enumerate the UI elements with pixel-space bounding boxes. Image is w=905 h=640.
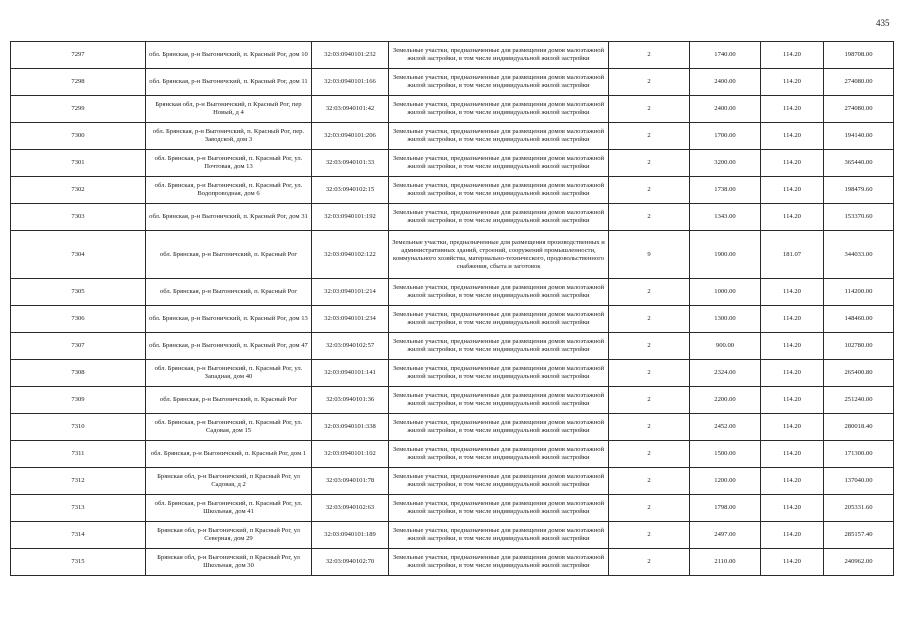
row-number: 7301 (11, 150, 146, 177)
group-cell: 2 (609, 468, 690, 495)
cadastral-value-cell: 280018.40 (824, 414, 894, 441)
rate-cell: 114.20 (761, 468, 824, 495)
row-number: 7315 (11, 549, 146, 576)
table-row (11, 42, 894, 69)
cadastral-number-cell: 32:03:0940101:192 (312, 204, 389, 231)
area-cell: 1343.00 (690, 204, 761, 231)
land-use-cell: Земельные участки, предназначенные для размещения домов малоэтажной жилой застройки, в том числе индивидуальной жилой застройки (389, 204, 609, 231)
area-cell: 2324.00 (690, 360, 761, 387)
area-cell: 2497.00 (690, 522, 761, 549)
group-cell: 2 (609, 42, 690, 69)
table-row (11, 441, 894, 468)
land-use-cell: Земельные участки, предназначенные для размещения домов малоэтажной жилой застройки, в том числе индивидуальной жилой застройки (389, 96, 609, 123)
table-row (11, 69, 894, 96)
address-cell: обл. Брянская, р-н Выгоничский, п. Красный Рог (146, 387, 312, 414)
cadastral-value-cell: 251240.00 (824, 387, 894, 414)
table-row (11, 150, 894, 177)
cadastral-value-cell: 265400.80 (824, 360, 894, 387)
row-number: 7300 (11, 123, 146, 150)
row-number: 7298 (11, 69, 146, 96)
rate-cell: 114.20 (761, 441, 824, 468)
row-number: 7313 (11, 495, 146, 522)
table-row (11, 279, 894, 306)
group-cell: 2 (609, 69, 690, 96)
address-cell: обл. Брянская, р-н Выгоничский, п. Красный Рог, ул. Почтовая, дом 13 (146, 150, 312, 177)
area-cell: 2110.00 (690, 549, 761, 576)
cadastral-value-cell: 194140.00 (824, 123, 894, 150)
table-row (11, 333, 894, 360)
row-number: 7302 (11, 177, 146, 204)
cadastral-number-cell: 32:03:0940101:338 (312, 414, 389, 441)
row-number: 7297 (11, 42, 146, 69)
rate-cell: 114.20 (761, 204, 824, 231)
cadastral-number-cell: 32:03:0940102:63 (312, 495, 389, 522)
land-use-cell: Земельные участки, предназначенные для размещения домов малоэтажной жилой застройки, в том числе индивидуальной жилой застройки (389, 360, 609, 387)
cadastral-value-cell: 137040.00 (824, 468, 894, 495)
address-cell: Брянская обл, р-н Выгоничский, п Красный Рог, ул Северная, дом 29 (146, 522, 312, 549)
rate-cell: 114.20 (761, 123, 824, 150)
rate-cell: 114.20 (761, 522, 824, 549)
rate-cell: 114.20 (761, 150, 824, 177)
cadastral-value-cell: 148460.00 (824, 306, 894, 333)
cadastral-number-cell: 32:03:0940101:102 (312, 441, 389, 468)
land-use-cell: Земельные участки, предназначенные для размещения домов малоэтажной жилой застройки, в том числе индивидуальной жилой застройки (389, 549, 609, 576)
group-cell: 2 (609, 204, 690, 231)
land-use-cell: Земельные участки, предназначенные для размещения домов малоэтажной жилой застройки, в том числе индивидуальной жилой застройки (389, 414, 609, 441)
rate-cell: 181.07 (761, 231, 824, 279)
cadastral-number-cell: 32:03:0940101:234 (312, 306, 389, 333)
group-cell: 2 (609, 96, 690, 123)
address-cell: обл. Брянская, р-н Выгоничский, п. Красный Рог, дом 1 (146, 441, 312, 468)
cadastral-number-cell: 32:03:0940101:42 (312, 96, 389, 123)
group-cell: 2 (609, 522, 690, 549)
address-cell: обл. Брянская, р-н Выгоничский, п. Красный Рог, ул. Западная, дом 40 (146, 360, 312, 387)
cadastral-number-cell: 32:03:0940101:141 (312, 360, 389, 387)
table-row (11, 522, 894, 549)
address-cell: обл. Брянская, р-н Выгоничский, п. Красный Рог, дом 31 (146, 204, 312, 231)
group-cell: 2 (609, 123, 690, 150)
page-number: 435 (876, 18, 890, 28)
table-row (11, 177, 894, 204)
cadastral-number-cell: 32:03:0940102:15 (312, 177, 389, 204)
area-cell: 1700.00 (690, 123, 761, 150)
group-cell: 2 (609, 177, 690, 204)
row-number: 7312 (11, 468, 146, 495)
cadastral-value-cell: 274080.00 (824, 96, 894, 123)
table-row (11, 495, 894, 522)
address-cell: Брянская обл, р-н Выгоничский, п Красный Рог, пер Новый, д 4 (146, 96, 312, 123)
group-cell: 2 (609, 279, 690, 306)
cadastral-value-cell: 102780.00 (824, 333, 894, 360)
row-number: 7308 (11, 360, 146, 387)
cadastral-number-cell: 32:03:0940101:78 (312, 468, 389, 495)
rate-cell: 114.20 (761, 333, 824, 360)
area-cell: 2400.00 (690, 96, 761, 123)
cadastral-value-cell: 198479.60 (824, 177, 894, 204)
rate-cell: 114.20 (761, 387, 824, 414)
rate-cell: 114.20 (761, 69, 824, 96)
land-use-cell: Земельные участки, предназначенные для размещения домов малоэтажной жилой застройки, в том числе индивидуальной жилой застройки (389, 441, 609, 468)
area-cell: 1000.00 (690, 279, 761, 306)
area-cell: 3200.00 (690, 150, 761, 177)
rate-cell: 114.20 (761, 306, 824, 333)
land-use-cell: Земельные участки, предназначенные для размещения домов малоэтажной жилой застройки, в том числе индивидуальной жилой застройки (389, 306, 609, 333)
land-use-cell: Земельные участки, предназначенные для размещения производственных и административных зданий, строений, сооружений промышленности, коммунального хозяйства, материально-технического, продовольственного снабжения, сбыта и заготовок (389, 231, 609, 279)
group-cell: 2 (609, 549, 690, 576)
table-body (11, 42, 894, 576)
group-cell: 2 (609, 360, 690, 387)
rate-cell: 114.20 (761, 279, 824, 306)
row-number: 7311 (11, 441, 146, 468)
address-cell: обл. Брянская, р-н Выгоничский, п. Красный Рог (146, 231, 312, 279)
rate-cell: 114.20 (761, 42, 824, 69)
cadastral-value-cell: 114200.00 (824, 279, 894, 306)
table-row (11, 360, 894, 387)
row-number: 7309 (11, 387, 146, 414)
cadastral-value-cell: 240962.00 (824, 549, 894, 576)
cadastral-number-cell: 32:03:0940102:122 (312, 231, 389, 279)
rate-cell: 114.20 (761, 495, 824, 522)
area-cell: 1200.00 (690, 468, 761, 495)
cadastral-number-cell: 32:03:0940101:189 (312, 522, 389, 549)
group-cell: 2 (609, 333, 690, 360)
table-row (11, 231, 894, 279)
address-cell: Брянская обл, р-н Выгоничский, п Красный Рог, ул Школьная, дом 30 (146, 549, 312, 576)
table-row (11, 387, 894, 414)
cadastral-value-cell: 171300.00 (824, 441, 894, 468)
row-number: 7303 (11, 204, 146, 231)
row-number: 7299 (11, 96, 146, 123)
row-number: 7310 (11, 414, 146, 441)
cadastral-number-cell: 32:03:0940102:57 (312, 333, 389, 360)
cadastral-number-cell: 32:03:0940102:70 (312, 549, 389, 576)
area-cell: 2200.00 (690, 387, 761, 414)
group-cell: 9 (609, 231, 690, 279)
table-row (11, 96, 894, 123)
rate-cell: 114.20 (761, 177, 824, 204)
cadastral-number-cell: 32:03:0940101:33 (312, 150, 389, 177)
area-cell: 1900.00 (690, 231, 761, 279)
row-number: 7305 (11, 279, 146, 306)
group-cell: 2 (609, 495, 690, 522)
land-use-cell: Земельные участки, предназначенные для размещения домов малоэтажной жилой застройки, в том числе индивидуальной жилой застройки (389, 522, 609, 549)
area-cell: 900.00 (690, 333, 761, 360)
area-cell: 1300.00 (690, 306, 761, 333)
cadastral-value-cell: 205331.60 (824, 495, 894, 522)
area-cell: 1738.00 (690, 177, 761, 204)
address-cell: обл. Брянская, р-н Выгоничский, п. Красный Рог, ул. Водопроводная, дом 6 (146, 177, 312, 204)
cadastral-value-cell: 344033.00 (824, 231, 894, 279)
address-cell: обл. Брянская, р-н Выгоничский, п. Красный Рог (146, 279, 312, 306)
rate-cell: 114.20 (761, 549, 824, 576)
rate-cell: 114.20 (761, 414, 824, 441)
address-cell: обл. Брянская, р-н Выгоничский, п. Красный Рог, дом 11 (146, 69, 312, 96)
area-cell: 2400.00 (690, 69, 761, 96)
land-use-cell: Земельные участки, предназначенные для размещения домов малоэтажной жилой застройки, в том числе индивидуальной жилой застройки (389, 468, 609, 495)
table-row (11, 549, 894, 576)
row-number: 7306 (11, 306, 146, 333)
table-row (11, 468, 894, 495)
rate-cell: 114.20 (761, 360, 824, 387)
land-use-cell: Земельные участки, предназначенные для размещения домов малоэтажной жилой застройки, в том числе индивидуальной жилой застройки (389, 177, 609, 204)
cadastral-number-cell: 32:03:0940101:206 (312, 123, 389, 150)
cadastral-value-cell: 365440.00 (824, 150, 894, 177)
address-cell: обл. Брянская, р-н Выгоничский, п. Красный Рог, дом 10 (146, 42, 312, 69)
row-number: 7307 (11, 333, 146, 360)
cadastral-number-cell: 32:03:0940101:232 (312, 42, 389, 69)
group-cell: 2 (609, 441, 690, 468)
row-number: 7304 (11, 231, 146, 279)
address-cell: обл. Брянская, р-н Выгоничский, п. Красный Рог, ул. Садовая, дом 15 (146, 414, 312, 441)
area-cell: 1500.00 (690, 441, 761, 468)
cadastral-value-cell: 285157.40 (824, 522, 894, 549)
address-cell: обл. Брянская, р-н Выгоничский, п. Красный Рог, дом 13 (146, 306, 312, 333)
table-row (11, 306, 894, 333)
cadastral-number-cell: 32:03:0940101:166 (312, 69, 389, 96)
address-cell: обл. Брянская, р-н Выгоничский, п. Красный Рог, пер. Заводской, дом 3 (146, 123, 312, 150)
rate-cell: 114.20 (761, 96, 824, 123)
cadastral-value-cell: 198708.00 (824, 42, 894, 69)
area-cell: 1798.00 (690, 495, 761, 522)
group-cell: 2 (609, 387, 690, 414)
group-cell: 2 (609, 306, 690, 333)
address-cell: обл. Брянская, р-н Выгоничский, п. Красный Рог, дом 47 (146, 333, 312, 360)
cadastral-value-cell: 274080.00 (824, 69, 894, 96)
cadastral-number-cell: 32:03:0940101:36 (312, 387, 389, 414)
row-number: 7314 (11, 522, 146, 549)
address-cell: Брянская обл, р-н Выгоничский, п Красный Рог, ул Садовая, д 2 (146, 468, 312, 495)
land-use-cell: Земельные участки, предназначенные для размещения домов малоэтажной жилой застройки, в том числе индивидуальной жилой застройки (389, 150, 609, 177)
area-cell: 1740.00 (690, 42, 761, 69)
address-cell: обл. Брянская, р-н Выгоничский, п. Красный Рог, ул. Школьная, дом 41 (146, 495, 312, 522)
area-cell: 2452.00 (690, 414, 761, 441)
land-use-cell: Земельные участки, предназначенные для размещения домов малоэтажной жилой застройки, в том числе индивидуальной жилой застройки (389, 123, 609, 150)
land-use-cell: Земельные участки, предназначенные для размещения домов малоэтажной жилой застройки, в том числе индивидуальной жилой застройки (389, 333, 609, 360)
table-row (11, 123, 894, 150)
cadastral-number-cell: 32:03:0940101:214 (312, 279, 389, 306)
group-cell: 2 (609, 414, 690, 441)
land-use-cell: Земельные участки, предназначенные для размещения домов малоэтажной жилой застройки, в том числе индивидуальной жилой застройки (389, 69, 609, 96)
table-row (11, 204, 894, 231)
cadastral-value-cell: 153370.60 (824, 204, 894, 231)
land-use-cell: Земельные участки, предназначенные для размещения домов малоэтажной жилой застройки, в том числе индивидуальной жилой застройки (389, 42, 609, 69)
land-use-cell: Земельные участки, предназначенные для размещения домов малоэтажной жилой застройки, в том числе индивидуальной жилой застройки (389, 387, 609, 414)
land-registry-table (10, 41, 894, 576)
land-use-cell: Земельные участки, предназначенные для размещения домов малоэтажной жилой застройки, в том числе индивидуальной жилой застройки (389, 495, 609, 522)
table-row (11, 414, 894, 441)
group-cell: 2 (609, 150, 690, 177)
land-use-cell: Земельные участки, предназначенные для размещения домов малоэтажной жилой застройки, в том числе индивидуальной жилой застройки (389, 279, 609, 306)
